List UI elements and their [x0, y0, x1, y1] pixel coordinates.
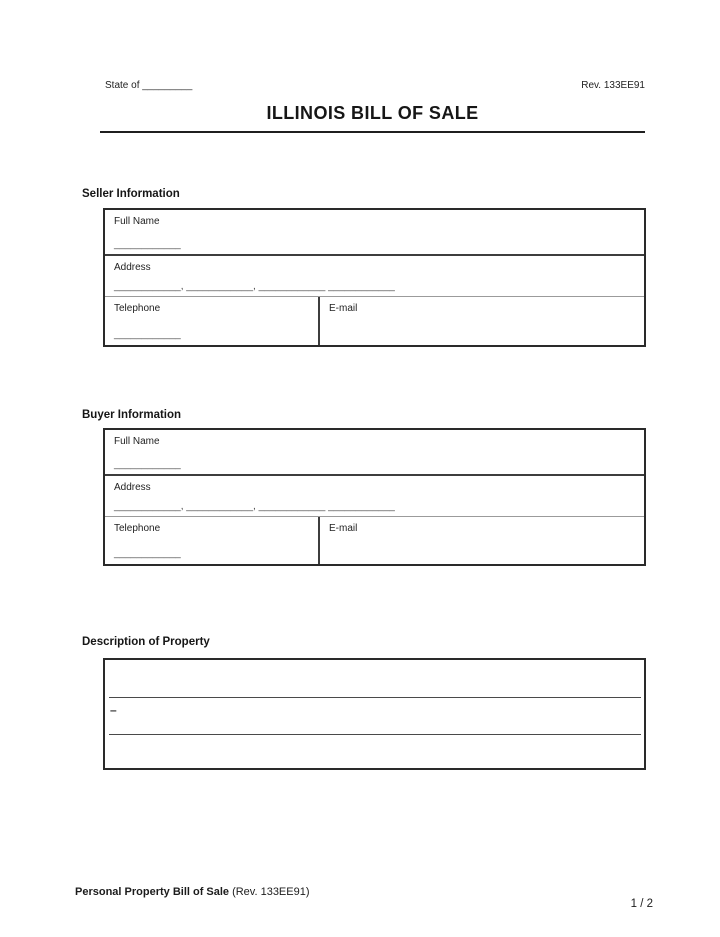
state-of-label: State of	[105, 80, 143, 91]
seller-full-name-blank: ____________	[114, 239, 181, 250]
buyer-telephone-blank: ____________	[114, 548, 181, 559]
buyer-telephone-label: Telephone	[114, 522, 161, 534]
revision-number: Rev. 133EE91	[581, 80, 645, 91]
footer-revision: (Rev. 133EE91)	[232, 886, 310, 898]
description-dash: –	[110, 703, 117, 717]
buyer-full-name-label: Full Name	[114, 436, 160, 447]
page-number-indicator: 1 / 2	[630, 898, 653, 910]
seller-telephone-blank: ____________	[114, 329, 181, 340]
description-blank-line	[109, 697, 641, 698]
seller-telephone-label: Telephone	[114, 303, 161, 314]
state-of-blank: _________	[142, 80, 193, 91]
seller-address-blank: ____________, ____________, ____________ ____________	[114, 281, 395, 292]
footer-document-title	[75, 886, 310, 898]
description-blank-line	[109, 734, 641, 735]
seller-full-name-row	[105, 210, 644, 256]
title-divider	[100, 131, 645, 133]
buyer-section-heading: Buyer Information	[82, 409, 182, 421]
buyer-telephone-cell	[105, 517, 320, 564]
buyer-address-row	[105, 476, 644, 517]
buyer-address-label: Address	[114, 481, 151, 493]
seller-telephone-cell	[105, 297, 320, 345]
seller-email-cell	[320, 297, 644, 345]
buyer-email-label: E-mail	[329, 522, 358, 534]
buyer-address-blank: ____________, ____________, ____________ ____________	[114, 500, 395, 512]
buyer-contact-row	[105, 517, 644, 564]
seller-contact-row	[105, 297, 644, 345]
seller-address-label: Address	[114, 262, 151, 273]
footer-title-bold: Personal Property Bill of Sale	[75, 886, 230, 898]
buyer-email-cell	[320, 517, 644, 564]
buyer-info-box	[103, 428, 646, 566]
seller-email-label: E-mail	[329, 303, 358, 314]
state-of-field	[105, 80, 192, 91]
buyer-full-name-blank: ____________	[114, 458, 181, 470]
property-section-heading: Description of Property	[82, 636, 210, 648]
property-description-box	[103, 658, 646, 770]
buyer-full-name-row	[105, 430, 644, 476]
page-title: ILLINOIS BILL OF SALE	[266, 103, 479, 123]
seller-info-box	[103, 208, 646, 347]
seller-section-heading: Seller Information	[82, 188, 180, 200]
seller-address-row	[105, 256, 644, 297]
seller-full-name-label: Full Name	[114, 216, 160, 227]
